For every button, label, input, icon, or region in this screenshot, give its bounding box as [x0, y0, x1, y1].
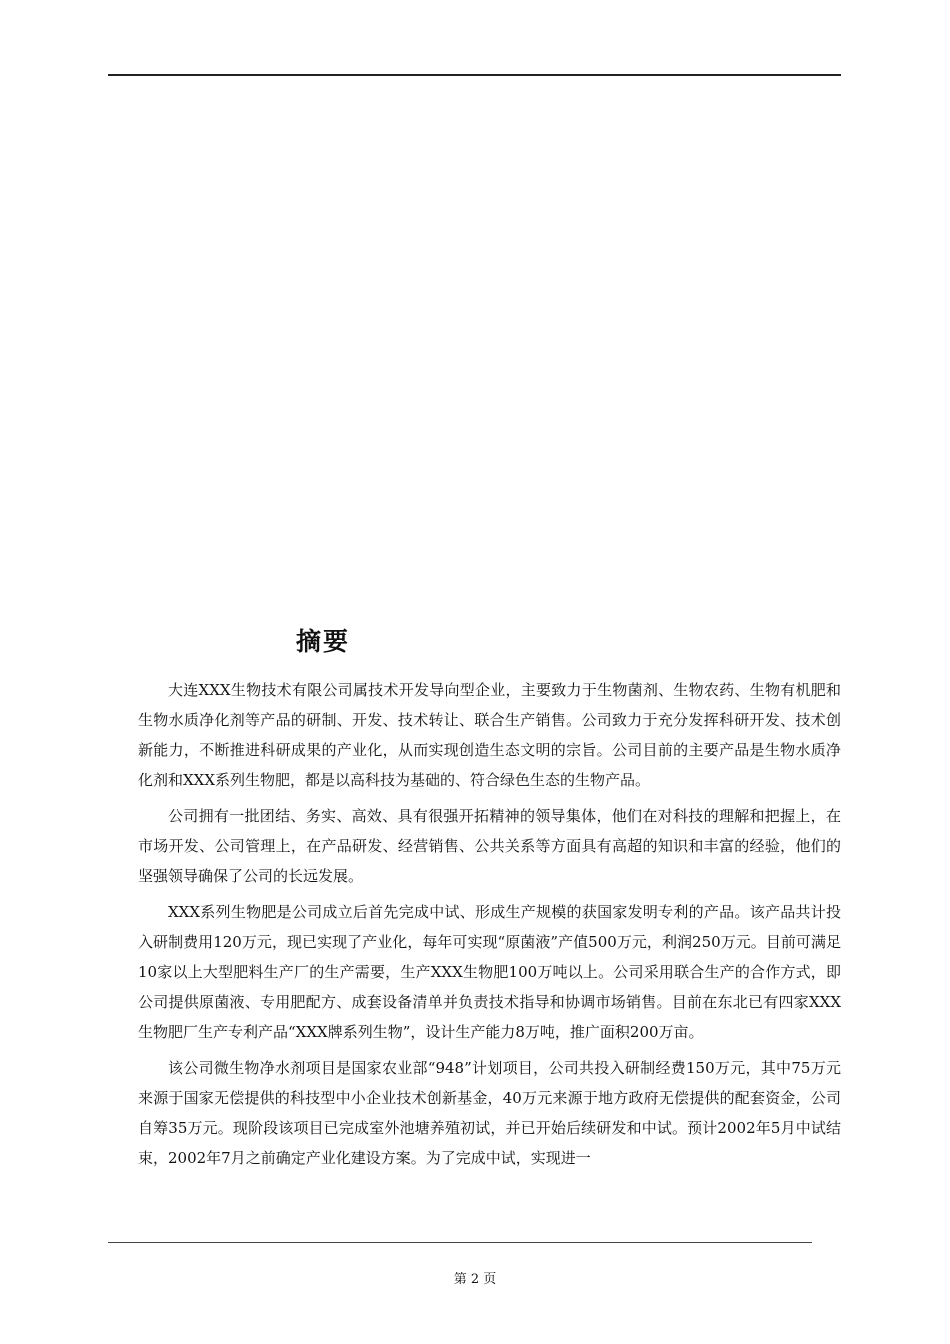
- paragraph: 大连XXX生物技术有限公司属技术开发导向型企业，主要致力于生物菌剂、生物农药、生物有机肥和生物水质净化剂等产品的研制、开发、技术转让、联合生产销售。公司致力于充分发挥科研开发、技术创新能力，不断推进科研成果的产业化，从而实现创造生态文明的宗旨。公司目前的主要产品是生物水质净化剂和XXX系列生物肥，都是以高科技为基础的、符合绿色生态的生物产品。: [138, 681, 841, 789]
- body-text: [138, 675, 841, 1179]
- section-title: 摘要: [296, 627, 351, 656]
- paragraph: 该公司微生物净水剂项目是国家农业部“948”计划项目，公司共投入研制经费150万元，其中75万元来源于国家无偿提供的科技型中小企业技术创新基金，40万元来源于地方政府无偿提供的配套资金，公司自筹35万元。现阶段该项目已完成室外池塘养殖初试，并已开始后续研发和中试。预计2002年5月中试结束，2002年7月之前确定产业化建设方案。为了完成中试，实现进一: [138, 1059, 841, 1167]
- header-rule: [108, 74, 841, 76]
- footer-rule: [108, 1242, 812, 1243]
- paragraph: XXX系列生物肥是公司成立后首先完成中试、形成生产规模的获国家发明专利的产品。该产品共计投入研制费用120万元，现已实现了产业化，每年可实现“原菌液”产值500万元，利润250万元。目前可满足10家以上大型肥料生产厂的生产需要，生产XXX生物肥100万吨以上。公司采用联合生产的合作方式，即公司提供原菌液、专用肥配方、成套设备清单并负责技术指导和协调市场销售。目前在东北已有四家XXX生物肥厂生产专利产品“XXX牌系列生物”，设计生产能力8万吨，推广面积200万亩。: [138, 903, 841, 1041]
- paragraph: 公司拥有一批团结、务实、高效、具有很强开拓精神的领导集体，他们在对科技的理解和把握上，在市场开发、公司管理上，在产品研发、经营销售、公共关系等方面具有高超的知识和丰富的经验，他们的坚强领导确保了公司的长远发展。: [138, 807, 841, 885]
- page-number: 第 2 页: [453, 1272, 497, 1287]
